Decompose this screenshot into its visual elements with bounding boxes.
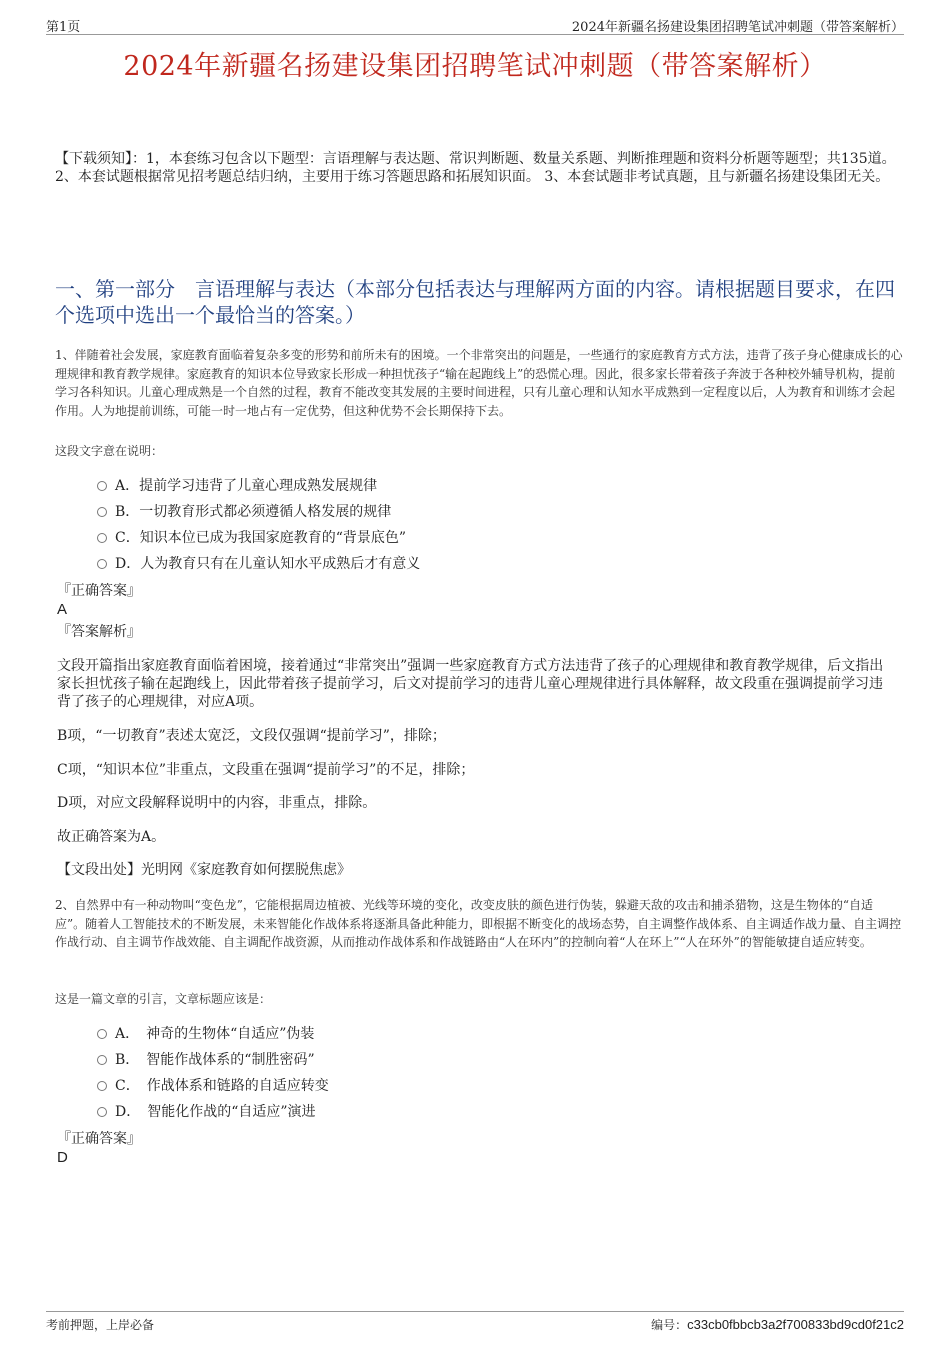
question-2-answer-label: 『正确答案』 [57, 1131, 141, 1147]
question-1-answer-label: 『正确答案』 [57, 583, 141, 599]
footer-slogan: 考前押题，上岸必备 [46, 1318, 155, 1332]
question-1-answer: A [57, 601, 68, 618]
document-title: 2024年新疆名扬建设集团招聘笔试冲刺题（带答案解析） [123, 51, 827, 82]
page-footer [46, 1311, 904, 1332]
footer-code-block [651, 1316, 904, 1333]
question-1-option-c-note: C项，“知识本位”非重点，文段重在强调“提前学习”的不足，排除； [57, 762, 475, 778]
question-2-text: 2、自然界中有一种动物叫“变色龙”，它能根据周边植被、光线等环境的变化，改变皮肤的颜色进行伪装，躲避天敌的攻击和捕杀猎物，这是生物体的“自适应”。随着人工智能技术的不断发展，未来智能化作战体系将逐渐具备此种能力，即根据不断变化的战场态势，自主调整作战体系、自主调适作战力量、自主调控作战行动、自主调节作战效能、自主调配作战资源，从而推动作战体系和作战链路由“人在环内”的控制向着“人在环上”“人在环外”的智能敏捷自适应转变。 [55, 898, 902, 949]
question-1-option-a[interactable]: A．提前学习违背了儿童心理成熟发展规律 [97, 476, 377, 496]
question-1-analysis-label: 『答案解析』 [57, 624, 141, 640]
question-2-prompt: 这是一篇文章的引言，文章标题应该是： [55, 992, 272, 1006]
page-header [46, 14, 904, 35]
question-1-analysis: 文段开篇指出家庭教育面临着困境，接着通过“非常突出”强调一些家庭教育方式方法违背了孩子的心理规律和教育教学规律，后文指出家长担忧孩子输在起跑线上，因此带着孩子提前学习，后文对提前学习的违背儿童心理规律进行具体解释，故文段重在强调提前学习违背了孩子的心理规律，对应A项。 [57, 658, 884, 710]
question-1-conclusion: 故正确答案为A。 [57, 829, 166, 845]
question-2-option-d[interactable]: D． 智能化作战的“自适应”演进 [97, 1102, 316, 1122]
radio-icon[interactable] [97, 1029, 107, 1039]
radio-icon[interactable] [97, 559, 107, 569]
question-1-prompt: 这段文字意在说明： [55, 444, 164, 458]
radio-icon[interactable] [97, 481, 107, 491]
header-doc-title: 2024年新疆名扬建设集团招聘笔试冲刺题（带答案解析） [571, 20, 904, 35]
question-1-option-b[interactable]: B．一切教育形式都必须遵循人格发展的规律 [97, 502, 391, 522]
radio-icon[interactable] [97, 1081, 107, 1091]
question-1-option-c[interactable]: C．知识本位已成为我国家庭教育的“背景底色” [97, 528, 406, 548]
section-heading: 一、第一部分 言语理解与表达（本部分包括表达与理解两方面的内容。请根据题目要求，在四个选项中选出一个最恰当的答案。） [55, 277, 895, 327]
question-2-answer: D [57, 1149, 68, 1166]
question-1-option-b-note: B项，“一切教育”表述太宽泛，文段仅强调“提前学习”，排除； [57, 728, 446, 744]
question-2-option-c[interactable]: C． 作战体系和链路的自适应转变 [97, 1076, 329, 1096]
question-2-option-a[interactable]: A． 神奇的生物体“自适应”伪装 [97, 1024, 314, 1044]
footer-code-label: 编号： [651, 1318, 688, 1332]
download-notice: 【下载须知】：1，本套练习包含以下题型：言语理解与表达题、常识判断题、数量关系题、判断推理题和资料分析题等题型；共135道。 2、本套试题根据常见招考题总结归纳，主要用于练习答题思路和拓展知识面。 3、本套试题非考试真题，且与新疆名扬建设集团无关。 [55, 151, 896, 185]
question-1-option-d-note: D项，对应文段解释说明中的内容，非重点，排除。 [57, 795, 377, 811]
radio-icon[interactable] [97, 507, 107, 517]
footer-code: c33cb0fbbcb3a2f700833bd9cd0f21c2 [687, 1317, 904, 1332]
radio-icon[interactable] [97, 1107, 107, 1117]
question-1-source: 【文段出处】光明网《家庭教育如何摆脱焦虑》 [57, 862, 351, 878]
page-number: 第1页 [46, 20, 81, 35]
question-1-option-d[interactable]: D．人为教育只有在儿童认知水平成熟后才有意义 [97, 554, 420, 574]
question-2-option-b[interactable]: B． 智能作战体系的“制胜密码” [97, 1050, 315, 1070]
question-1-text: 1、伴随着社会发展，家庭教育面临着复杂多变的形势和前所未有的困境。一个非常突出的问题是，一些通行的家庭教育方式方法，违背了孩子身心健康成长的心理规律和教育教学规律。家庭教育的知识本位导致家长形成一种担忧孩子“输在起跑线上”的恐慌心理。因此，很多家长带着孩子奔波于各种校外辅导机构，提前学习各科知识。儿童心理成熟是一个自然的过程，教育不能改变其发展的主要时间进程，只有儿童心理和认知水平成熟到一定程度以后，人为教育和训练才会起作用。人为地提前训练，可能一时一地占有一定优势，但这种优势不会长期保持下去。 [55, 348, 903, 418]
radio-icon[interactable] [97, 533, 107, 543]
radio-icon[interactable] [97, 1055, 107, 1065]
